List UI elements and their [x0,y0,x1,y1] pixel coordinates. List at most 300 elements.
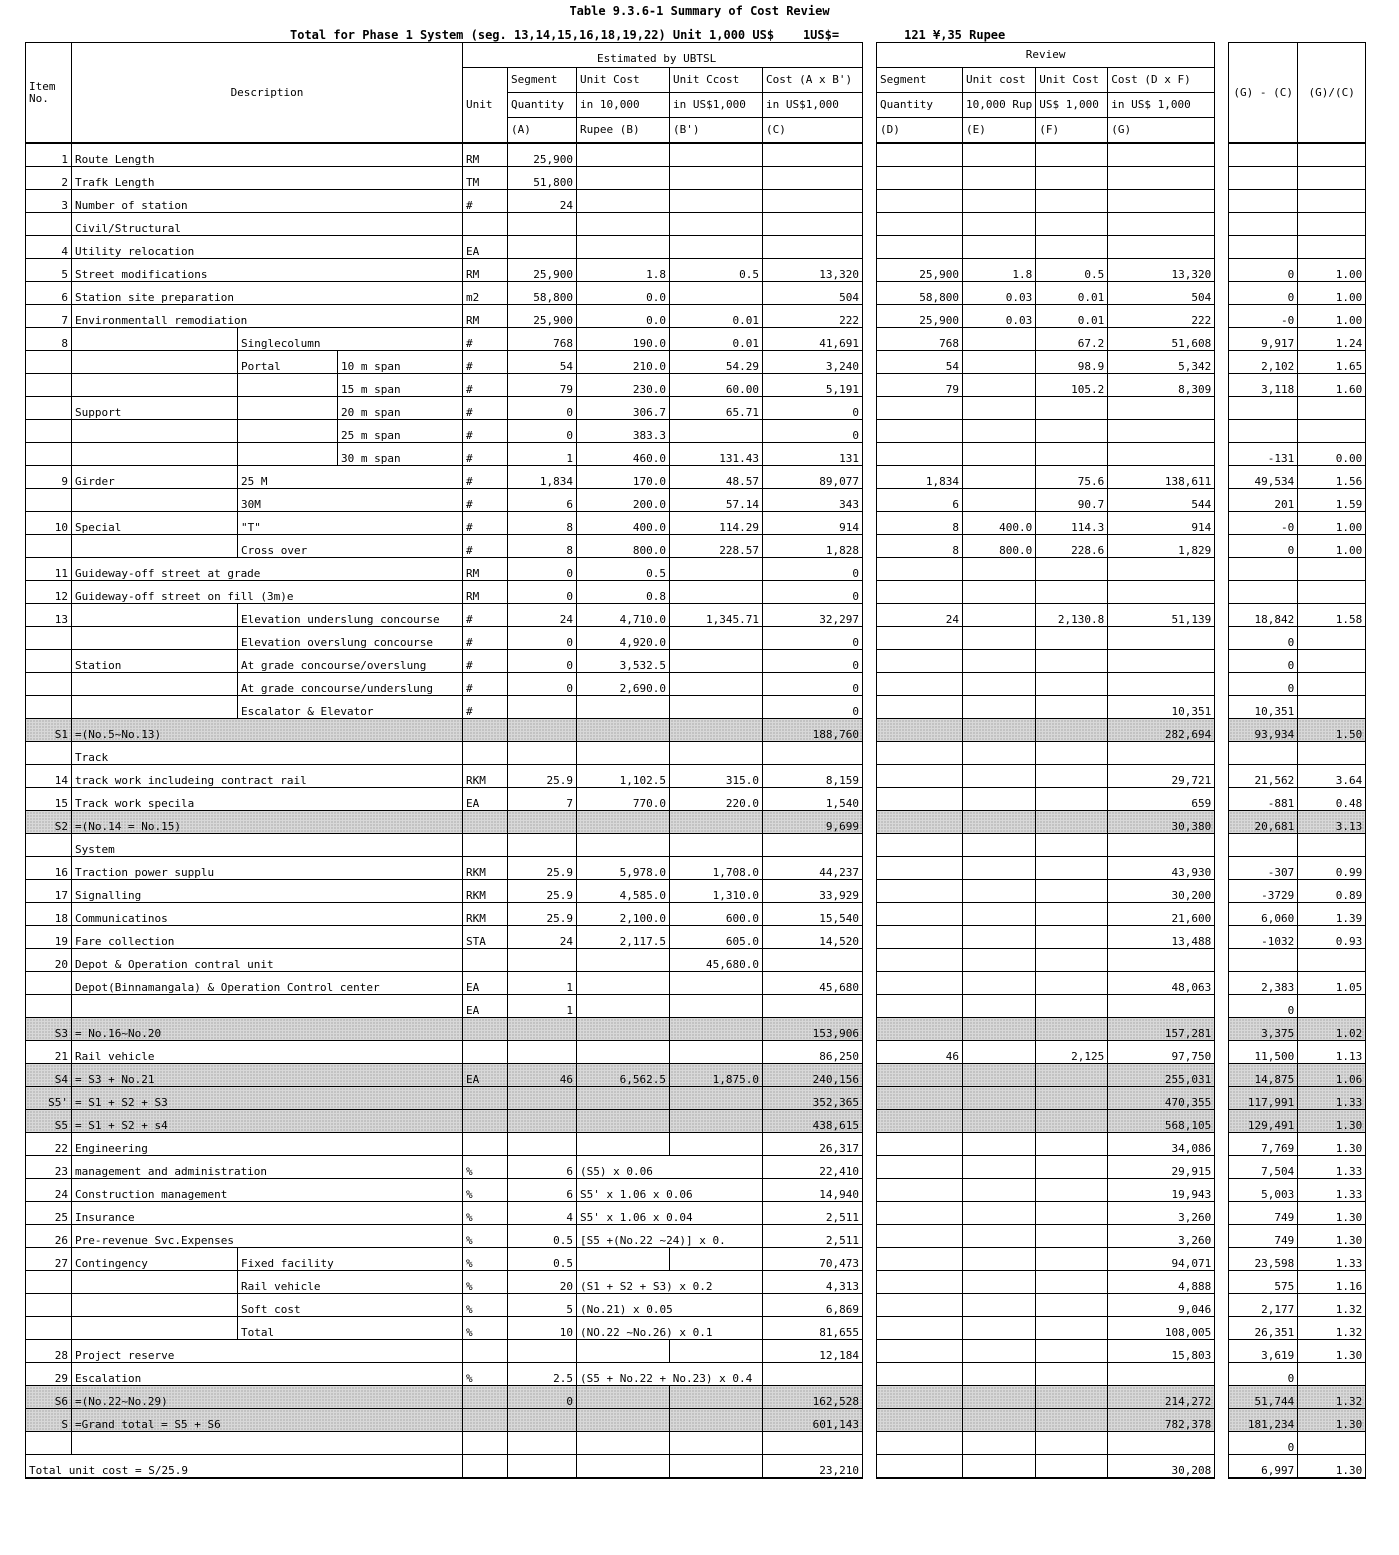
table-cell [877,1363,963,1386]
table-cell: 6 [26,282,72,305]
table-cell: 220.0 [670,788,763,811]
table-cell [1229,834,1298,857]
table-cell: 6,997 [1229,1455,1298,1479]
table-cell [26,443,72,466]
table-cell: 768 [508,328,577,351]
table-cell: 1,834 [877,466,963,489]
table-cell [1036,972,1108,995]
table-cell: 0 [763,650,863,673]
table-cell: 25.9 [508,903,577,926]
table-cell [508,719,577,742]
table-cell: 3.64 [1298,765,1366,788]
table-cell: 30M [238,489,463,512]
table-cell: 0.5 [577,558,670,581]
table-row [26,167,1366,190]
table-cell [877,926,963,949]
table-cell: Cross over [238,535,463,558]
table-cell: 800.0 [963,535,1036,558]
table-cell [26,834,72,857]
table-cell: 1.58 [1298,604,1366,627]
table-cell: 29 [26,1363,72,1386]
table-cell: Trafk Length [72,167,463,190]
table-cell [463,834,508,857]
table-cell: 1.00 [1298,305,1366,328]
table-cell: track work includeing contract rail [72,765,463,788]
table-cell: 749 [1229,1225,1298,1248]
table-cell: 54 [508,351,577,374]
header-diff: (G) - (C) [1229,43,1298,144]
table-cell: 153,906 [763,1018,863,1041]
table-cell: 24 [508,604,577,627]
table-cell [763,213,863,236]
table-cell: 6 [508,489,577,512]
table-row [26,512,1366,535]
table-cell: 544 [1108,489,1215,512]
table-cell [508,236,577,259]
table-cell [877,167,963,190]
table-cell [1298,581,1366,604]
table-cell: 19 [26,926,72,949]
table-cell [1036,443,1108,466]
table-cell: 54.29 [670,351,763,374]
table-cell [963,1041,1036,1064]
table-cell: Portal [238,351,338,374]
table-cell: % [463,1363,508,1386]
table-cell: 114.29 [670,512,763,535]
table-cell [1108,742,1215,765]
table-cell: 0.01 [670,305,763,328]
table-cell [963,1225,1036,1248]
table-row [26,765,1366,788]
table-cell: 1.00 [1298,535,1366,558]
table-cell: 568,105 [1108,1110,1215,1133]
table-cell: % [463,1156,508,1179]
table-cell: 1.24 [1298,328,1366,351]
table-cell [877,1018,963,1041]
table-cell [877,1386,963,1409]
table-cell: 1,540 [763,788,863,811]
table-cell: =(No.5~No.13) [72,719,463,742]
table-cell [877,420,963,443]
table-cell: 1.30 [1298,1225,1366,1248]
table-row [26,305,1366,328]
table-cell: 20 [26,949,72,972]
table-cell [26,627,72,650]
table-cell [877,443,963,466]
table-title: Table 9.3.6-1 Summary of Cost Review [569,4,830,18]
table-cell: 117,991 [1229,1087,1298,1110]
table-cell: =(No.14 = No.15) [72,811,463,834]
table-cell: 10 [26,512,72,535]
table-cell [963,1317,1036,1340]
table-cell [1229,213,1298,236]
table-cell: 5 [26,259,72,282]
table-cell: 0 [1229,535,1298,558]
table-cell: # [463,328,508,351]
table-cell [877,213,963,236]
table-cell: 3,619 [1229,1340,1298,1363]
table-cell: 13,320 [763,259,863,282]
table-cell: Depot & Operation contral unit [72,949,463,972]
table-cell: 32,297 [763,604,863,627]
table-cell [508,1018,577,1041]
table-row [26,995,1366,1018]
table-cell: 46 [877,1041,963,1064]
table-cell: 4,313 [763,1271,863,1294]
table-cell: 1.65 [1298,351,1366,374]
table-cell: Singlecolumn [238,328,463,351]
table-row [26,1363,1366,1386]
table-cell [670,972,763,995]
table-cell: 3,260 [1108,1202,1215,1225]
table-cell: 0.8 [577,581,670,604]
table-cell: 200.0 [577,489,670,512]
table-cell: 1,345.71 [670,604,763,627]
table-cell: 0.48 [1298,788,1366,811]
table-cell: 51,744 [1229,1386,1298,1409]
table-cell: Special [72,512,238,535]
table-cell [508,1087,577,1110]
table-cell [1036,213,1108,236]
table-cell: 0.01 [670,328,763,351]
table-cell: 25,900 [877,259,963,282]
table-cell [26,213,72,236]
table-cell: 0.89 [1298,880,1366,903]
table-cell: % [463,1317,508,1340]
table-cell: -881 [1229,788,1298,811]
table-cell [72,1294,238,1317]
table-cell: Elevation overslung concourse [238,627,463,650]
table-cell: 400.0 [963,512,1036,535]
table-cell [1036,1064,1108,1087]
table-cell [877,949,963,972]
table-cell: 105.2 [1036,374,1108,397]
table-cell: 575 [1229,1271,1298,1294]
cost-review-table: Item No. Description Review (G) - (C) (G)/(C) Unit Segment Unit Cost Unit Ccost Cost (A x B') Segment Unit cost Unit Cost Cost (D x F) Quantity in 10,000 in US$1,000 in US$1,000 Quantity 10,000 Rup US$ 1,000 in US$ 1,000 (A) Rupee (B) (B') (C) (D) (E) (F) (G) 1 Route Length RM 25,900 2 Trafk Length TM 51,800 3 Number of station # 24 Civil/Structural 4 Utility relocation EA 5 Street modifications RM 25,900 1.8 0.5 13,320 25,900 1.8 0.5 13,320 0 1.00 6 Station site preparation m2 58,800 0.0 504 58,800 0.03 0.01 504 0 1.00 7 Environmentall remodiation RM 25,900 0.0 0.01 222 25,900 0.03 0.01 222 -0 1.00 8 Singlecolumn # 768 190.0 0.01 41,691 768 67.2 51,608 9,917 1.24 Portal 10 m span # 54 210.0 54.29 3,240 54 98.9 5,342 2,102 1.65 15 m span # 79 230.0 60.00 5,191 79 105.2 8,309 3,118 1.60 Support 20 m span # 0 306.7 65.71 0 25 m span # 0 383.3 0 30 m span # 1 460.0 131.43 131 -131 0.00 9 Girder 25 M # 1,834 170.0 48.57 89,077 1,834 75.6 138,611 49,534 1.56 30M # 6 200.0 57.14 343 6 90.7 544 201 1.59 10 Special "T" # 8 400.0 114.29 914 8 400.0 114.3 914 -0 1.00 Cross over # 8 800.0 228.57 1,828 8 800.0 228.6 1,829 0 1.00 11 Guideway-off street at grade RM 0 0.5 0 12 Guideway-off street on fill (3m)e RM 0 0.8 0 13 Elevation underslung concourse # 24 4,710.0 1,345.71 32,297 24 2,130.8 51,139 18,842 1.58 Elevation overslung concourse # 0 4,920.0 0 0 Station At grade concourse/overslung # 0 3,532.5 0 0 At grade concourse/underslung # 0 2,690.0 0 0 Escalator & Elevator # 0 10,351 10,351 S1 =(No.5~No.13) 188,760 282,694 93,934 1.50 Track 14 track work includeing contract rail RKM 25.9 1,102.5 315.0 8,159 29,721 21,562 3.64 15 Track work specila EA 7 770.0 220.0 1,540 659 -881 0.48 S2 =(No.14 = No.15) 9,699 30,380 20,681 3.13 System 16 Traction power supplu RKM 25.9 5,978.0 1,708.0 44,237 43,930 -307 0.99 17 Signalling RKM 25.9 4,585.0 1,310.0 33,929 30,200 -3729 0.89 18 Communicatinos RKM 25.9 2,100.0 600.0 15,540 21,600 6,060 1.39 19 Fare collection STA 24 2,117.5 605.0 14,520 13,488 -1032 0.93 20 Depot & Operation contral unit 45,680.0 Depot(Binnamangala) & Operation Control center EA 1 45,680 48,063 2,383 1.05 EA 1 0 S3 = No.16~No.20 153,906 157,281 3,375 1.02 21 Rail vehicle 86,250 46 2,125 97,750 11,500 1.13 S4 = S3 + No.21 EA 46 6,562.5 1,875.0 240,156 255,031 14,875 1.06 S5' = S1 + S2 + S3 352,365 470,355 117,991 1.33 S5 = S1 + S2 + s4 438,615 568,105 129,491 1.30 22 Engineering 26,317 34,086 7,769 1.30 23 management and administration % 6 (S5) x 0.06 22,410 29,915 7,504 1.33 24 Construction management % 6 S5' x 1.06 x 0.06 14,940 19,943 5,003 1.33 25 Insurance % 4 S5' x 1.06 x 0.04 2,511 3,260 749 1.30 26 Pre-revenue Svc.Expenses % 0.5 [S5 +(No.22 ~24)] x 0. 2,511 3,260 749 1.30 27 Contingency Fixed facility % 0.5 70,473 94,071 23,598 1.33 Rail vehicle % 20 (S1 + S2 + S3) x 0.2 4,313 4,888 575 1.16 Soft cost % 5 (No.21) x 0.05 6,869 9,046 2,177 1.32 Total % 10 (NO.22 ~No.26) x 0.1 81,655 108,005 26,351 1.32 28 Project reserve 12,184 15,803 3,619 1.30 29 Escalation % 2.5 (S5 + No.22 + No.23) x 0.4 0 S6 =(No.22~No.29) 0 162,528 214,272 51,744 1.32 S =Grand total = S5 + S6 601,143 782,378 181,234 1.30 0 Total unit cost = S/25.9 23,210 30,208 6,997 1.30 [25,42,1366,1479]
table-cell [877,627,963,650]
table-cell: 23,210 [763,1455,863,1479]
table-cell: 10,351 [1108,696,1215,719]
table-cell [877,397,963,420]
table-cell: 1.30 [1298,1340,1366,1363]
table-cell [1108,143,1215,167]
table-cell [1036,834,1108,857]
table-cell [670,143,763,167]
table-cell: 1.56 [1298,466,1366,489]
table-cell: 21 [26,1041,72,1064]
table-cell [72,351,238,374]
table-cell: 131.43 [670,443,763,466]
table-cell: 14,940 [763,1179,863,1202]
table-cell: 41,691 [763,328,863,351]
table-cell: EA [463,972,508,995]
table-cell: S1 [26,719,72,742]
table-cell [877,650,963,673]
table-cell [877,1202,963,1225]
table-cell [670,1110,763,1133]
table-cell: 2,383 [1229,972,1298,995]
table-cell [463,1386,508,1409]
table-cell [670,558,763,581]
table-cell: (S1 + S2 + S3) x 0.2 [577,1271,763,1294]
table-cell [963,328,1036,351]
table-cell: 70,473 [763,1248,863,1271]
table-cell: # [463,420,508,443]
table-row [26,811,1366,834]
table-cell: 1,708.0 [670,857,763,880]
table-cell [1108,443,1215,466]
table-cell: 5,191 [763,374,863,397]
table-cell [963,466,1036,489]
table-row [26,880,1366,903]
table-row [26,1225,1366,1248]
table-cell [963,834,1036,857]
table-cell: S5 [26,1110,72,1133]
header-unit: Unit [463,68,508,144]
table-cell [1036,1248,1108,1271]
table-cell: 33,929 [763,880,863,903]
table-row [26,949,1366,972]
table-cell: # [463,374,508,397]
table-cell: 51,139 [1108,604,1215,627]
table-cell: =(No.22~No.29) [72,1386,463,1409]
table-cell [72,1317,238,1340]
table-cell: 0 [763,696,863,719]
table-cell [670,1041,763,1064]
table-cell: 749 [1229,1202,1298,1225]
table-cell: 1.13 [1298,1041,1366,1064]
table-cell: 10,351 [1229,696,1298,719]
table-cell: 210.0 [577,351,670,374]
table-cell [877,1225,963,1248]
table-cell [463,1340,508,1363]
table-cell: RM [463,558,508,581]
table-cell: 800.0 [577,535,670,558]
table-cell: 2,102 [1229,351,1298,374]
table-cell: 13,488 [1108,926,1215,949]
table-cell [463,742,508,765]
table-cell [963,1409,1036,1432]
table-cell [1036,1179,1108,1202]
table-cell: 3,260 [1108,1225,1215,1248]
table-cell [26,1271,72,1294]
table-cell [1298,143,1366,167]
table-cell [670,1455,763,1479]
table-cell [963,1340,1036,1363]
table-cell [577,834,670,857]
table-cell: 5 [508,1294,577,1317]
table-cell [963,1271,1036,1294]
table-cell [1298,420,1366,443]
table-row [26,696,1366,719]
table-cell [577,1087,670,1110]
table-cell: 6 [508,1179,577,1202]
table-cell: % [463,1294,508,1317]
table-cell: 2,130.8 [1036,604,1108,627]
table-cell: TM [463,167,508,190]
table-cell: 67.2 [1036,328,1108,351]
table-row [26,213,1366,236]
table-cell: 24 [877,604,963,627]
table-cell [508,742,577,765]
table-cell: 8 [877,512,963,535]
table-cell: Signalling [72,880,463,903]
table-cell [670,213,763,236]
table-cell [963,1064,1036,1087]
table-cell: EA [463,788,508,811]
table-cell: S5' [26,1087,72,1110]
table-row [26,1386,1366,1409]
table-cell: 0.99 [1298,857,1366,880]
table-cell [1108,581,1215,604]
table-cell: 30,208 [1108,1455,1215,1479]
table-cell [963,880,1036,903]
table-cell: 34,086 [1108,1133,1215,1156]
header-group-estimated: Estimated by UBTSL [597,52,717,65]
table-cell: 460.0 [577,443,670,466]
table-cell: (No.21) x 0.05 [577,1294,763,1317]
table-row [26,1432,1366,1455]
table-cell [508,1432,577,1455]
table-cell: 9 [26,466,72,489]
table-cell: S [26,1409,72,1432]
table-cell [877,788,963,811]
table-cell: 7 [26,305,72,328]
header-group-review: Review [877,43,1215,68]
table-cell: 2,100.0 [577,903,670,926]
table-cell: -3729 [1229,880,1298,903]
table-cell [670,420,763,443]
table-cell [963,604,1036,627]
table-cell [238,374,338,397]
table-cell [577,1455,670,1479]
table-cell [670,581,763,604]
table-cell [1298,673,1366,696]
table-row [26,282,1366,305]
table-cell [26,696,72,719]
table-cell [577,1018,670,1041]
table-cell: 98.9 [1036,351,1108,374]
table-cell: # [463,489,508,512]
table-cell [1036,742,1108,765]
table-cell: 25,900 [508,143,577,167]
table-cell: =Grand total = S5 + S6 [72,1409,463,1432]
table-cell: 1.33 [1298,1087,1366,1110]
table-cell [877,1271,963,1294]
table-cell: 1 [508,972,577,995]
table-cell: Escalation [72,1363,463,1386]
table-cell: 214,272 [1108,1386,1215,1409]
table-row [26,1271,1366,1294]
table-cell [1108,650,1215,673]
table-cell: S3 [26,1018,72,1041]
table-row [26,1018,1366,1041]
table-cell [670,627,763,650]
table-cell [670,834,763,857]
table-row [26,236,1366,259]
table-cell: RM [463,143,508,167]
table-cell: S6 [26,1386,72,1409]
table-cell: (S5 + No.22 + No.23) x 0.4 [577,1363,763,1386]
table-cell [238,420,338,443]
table-cell [670,1018,763,1041]
table-cell [1036,696,1108,719]
table-cell: 1.60 [1298,374,1366,397]
table-cell: Traction power supplu [72,857,463,880]
table-subtitle: Total for Phase 1 System (seg. 13,14,15,16,18,19,22) Unit 1,000 US$ 1US$= 121 ¥,35 Rupee [290,28,1006,42]
table-cell: 0 [508,650,577,673]
table-cell [963,995,1036,1018]
table-cell [877,1294,963,1317]
table-cell: 108,005 [1108,1317,1215,1340]
table-cell: 8 [508,535,577,558]
table-cell: Communicatinos [72,903,463,926]
table-cell [763,236,863,259]
table-cell: 4,585.0 [577,880,670,903]
table-cell: 0 [1229,1432,1298,1455]
table-cell: 15 [26,788,72,811]
table-cell: 0 [1229,673,1298,696]
table-cell [670,1432,763,1455]
table-cell [1108,420,1215,443]
table-cell: 30,200 [1108,880,1215,903]
table-cell: 6,060 [1229,903,1298,926]
table-row [26,374,1366,397]
table-cell [577,972,670,995]
table-cell [1036,926,1108,949]
table-row [26,420,1366,443]
table-cell: Depot(Binnamangala) & Operation Control center [72,972,463,995]
table-cell [1036,581,1108,604]
table-cell: 1.33 [1298,1156,1366,1179]
table-cell: 2,117.5 [577,926,670,949]
table-cell: 1.59 [1298,489,1366,512]
table-cell: 2,511 [763,1225,863,1248]
table-cell [508,1455,577,1479]
table-cell: 2,177 [1229,1294,1298,1317]
table-cell: 45,680.0 [670,949,763,972]
table-cell: S4 [26,1064,72,1087]
table-cell: 1.05 [1298,972,1366,995]
table-row [26,1294,1366,1317]
table-cell [963,397,1036,420]
table-cell: Station [72,650,238,673]
table-cell: 18,842 [1229,604,1298,627]
table-cell [72,328,238,351]
table-cell [1036,627,1108,650]
table-cell [577,1041,670,1064]
table-cell: 181,234 [1229,1409,1298,1432]
table-cell [72,673,238,696]
table-cell [1298,742,1366,765]
table-cell: 45,680 [763,972,863,995]
table-cell [877,834,963,857]
table-cell: 0 [763,627,863,650]
table-cell: 3.13 [1298,811,1366,834]
table-cell [1108,397,1215,420]
table-cell: 94,071 [1108,1248,1215,1271]
table-cell: 43,930 [1108,857,1215,880]
table-cell: 4,710.0 [577,604,670,627]
table-cell: 19,943 [1108,1179,1215,1202]
table-cell [1036,1340,1108,1363]
table-cell: 1.39 [1298,903,1366,926]
table-cell: 28 [26,1340,72,1363]
table-cell: 0.5 [670,259,763,282]
table-cell: 24 [508,926,577,949]
table-cell: 0 [1229,650,1298,673]
table-cell [670,811,763,834]
